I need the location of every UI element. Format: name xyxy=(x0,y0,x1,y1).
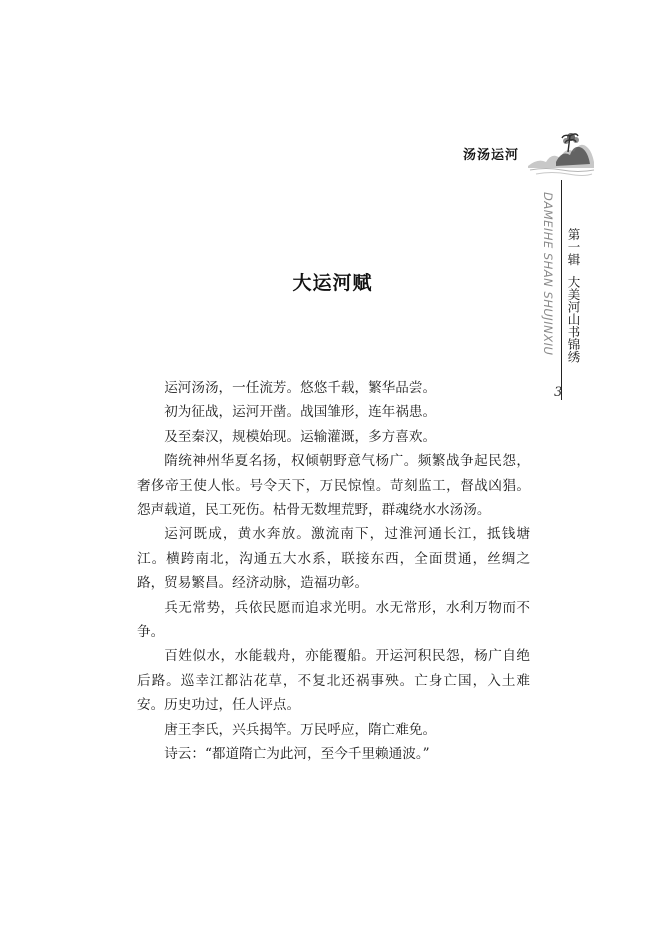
section-label-vertical xyxy=(566,228,580,363)
paragraph: 唐王李氏，兴兵揭竿。万民呼应，隋亡难免。 xyxy=(164,721,437,738)
paragraph: 运河既成，黄水奔放。激流南下，过淮河通长江，抵钱塘江。横跨南北，沟通五大水系，联接东西，全面贯通，丝绸之路，贸易繁昌。经济动脉，造福功彰。 xyxy=(137,526,530,592)
section-number: 第一辑 xyxy=(566,228,581,266)
series-pinyin: DAMEIHE SHAN SHUJINXIU xyxy=(541,192,555,356)
paragraph: 百姓似水，水能载舟，亦能覆船。开运河积民怨，杨广自绝后路。巡幸江都沾花草，不复北还祸事殃。亡身亡国，入土难安。历史功过，任人评点。 xyxy=(137,648,530,714)
paragraph: 初为征战，运河开凿。战国雏形，连年祸患。 xyxy=(164,404,437,421)
section-name: 大美河山书锦绣 xyxy=(566,275,581,363)
paragraph: 兵无常势，兵依民愿而追求光明。水无常形，水利万物而不争。 xyxy=(137,599,530,641)
paragraph: 诗云：“都道隋亡为此河，至今千里赖通波。” xyxy=(164,746,430,763)
running-header-title: 汤汤运河 xyxy=(463,148,520,163)
ink-landscape-icon xyxy=(526,122,596,178)
article-title: 大运河赋 xyxy=(292,272,373,294)
article-body xyxy=(137,376,530,767)
paragraph: 隋统神州华夏名扬，权倾朝野意气杨广。频繁战争起民怨，奢侈帝王使人怅。号令天下，万民惊惶。苛刻监工，督战凶猖。怨声载道，民工死伤。枯骨无数埋荒野，群魂绕水水汤汤。 xyxy=(137,453,530,519)
paragraph: 运河汤汤，一任流芳。悠悠千载，繁华品尝。 xyxy=(164,380,437,396)
page-number: 3 xyxy=(554,385,563,400)
paragraph: 及至秦汉，规模始现。运输灌溉，多方喜欢。 xyxy=(164,428,437,445)
